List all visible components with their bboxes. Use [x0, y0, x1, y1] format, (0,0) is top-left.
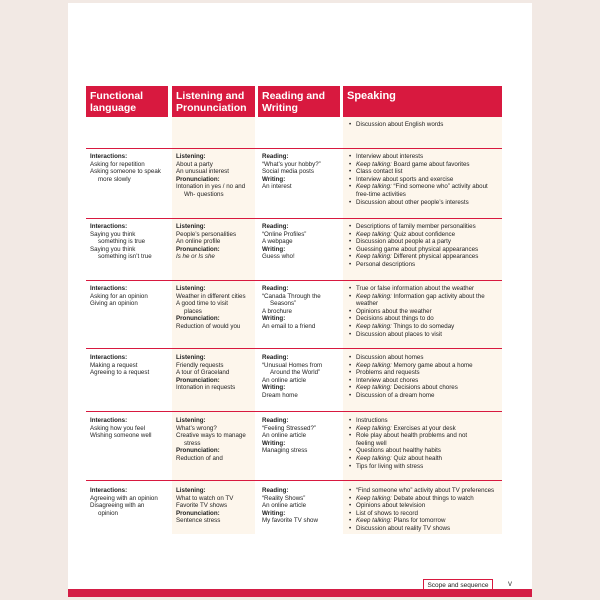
functional-cell	[90, 354, 170, 377]
cell-line: more slowly	[98, 175, 131, 183]
cell-line: What to watch on TV	[176, 494, 234, 502]
functional-cell	[90, 285, 170, 308]
speaking-item: • Discussion about reality TV shows	[349, 525, 501, 533]
cell-line: Intonation in requests	[176, 384, 236, 392]
speaking-item: • Questions about healthy habits	[349, 447, 501, 455]
cell-line: Asking how you feel	[90, 424, 146, 432]
speaking-item: • Problems and requests	[349, 369, 501, 377]
cell-line: A webpage	[262, 238, 293, 246]
speaking-item: • List of shows to record	[349, 510, 501, 518]
row-divider	[86, 348, 502, 349]
cell-line: People’s personalities	[176, 230, 237, 238]
cell-line: Intonation in yes / no and	[176, 183, 246, 191]
cell-line: Saying you think	[90, 230, 136, 238]
functional-cell	[90, 487, 170, 517]
speaking-cell	[349, 417, 501, 470]
cell-label: Reading:	[262, 487, 289, 494]
cell-line: Wishing someone well	[90, 432, 152, 440]
reading-cell	[262, 487, 342, 525]
cell-line: An email to a friend	[262, 322, 316, 330]
cell-label: Listening:	[176, 417, 206, 424]
speaking-item: • Instructions	[349, 417, 501, 425]
cell-label: Pronunciation:	[176, 245, 220, 253]
cell-label: Interactions:	[90, 223, 128, 230]
cell-label: Reading:	[262, 153, 289, 160]
cell-line: An unusual interest	[176, 168, 229, 176]
speaking-cell	[349, 487, 501, 533]
cell-line: A brochure	[262, 307, 292, 315]
speaking-item: • Keep talking: Plans for tomorrow	[349, 517, 501, 525]
cell-line: Asking for repetition	[90, 160, 145, 168]
cell-line: Disagreeing with an	[90, 502, 145, 510]
listening-cell	[176, 223, 256, 261]
listening-cell	[176, 417, 256, 463]
speaking-cell	[349, 285, 501, 338]
reading-cell	[262, 354, 342, 400]
cell-label: Listening:	[176, 223, 206, 230]
speaking-item: • Discussion about places to visit	[349, 331, 501, 339]
speaking-cell	[349, 153, 501, 206]
cell-label: Pronunciation:	[176, 376, 220, 384]
reading-cell	[262, 153, 342, 191]
speaking-item: • Keep talking: Quiz about health	[349, 455, 501, 463]
cell-line: Agreeing to a request	[90, 369, 150, 377]
speaking-item: • Tips for living with stress	[349, 463, 501, 471]
cell-line: Social media posts	[262, 168, 314, 176]
header-reading-writing: Reading and Writing	[258, 86, 340, 117]
speaking-item: • Interview about sports and exercise	[349, 176, 501, 184]
row-divider	[86, 480, 502, 481]
speaking-cell	[349, 223, 501, 269]
speaking-item: weather	[356, 300, 379, 308]
cell-line: About a party	[176, 160, 213, 168]
cell-label: Writing:	[262, 439, 286, 447]
speaking-item: • Decisions about things to do	[349, 315, 501, 323]
speaking-item: • Discussion about people at a party	[349, 238, 501, 246]
row-divider	[86, 148, 502, 149]
speaking-cell	[349, 354, 501, 400]
cell-line: Friendly requests	[176, 361, 224, 369]
row-divider	[86, 280, 502, 281]
cell-line: Agreeing with an opinion	[90, 494, 158, 502]
cell-line: Managing stress	[262, 447, 308, 455]
cell-line: “Feeling Stressed?”	[262, 424, 316, 432]
cell-line: Around the World”	[270, 369, 321, 377]
cell-line: opinion	[98, 509, 118, 517]
listening-cell	[176, 487, 256, 525]
speaking-item: • Opinions about the weather	[349, 308, 501, 316]
cell-line: stress	[184, 439, 201, 447]
cell-label: Writing:	[262, 509, 286, 517]
speaking-item: • Keep talking: “Find someone who” activity about	[349, 183, 501, 191]
cell-label: Interactions:	[90, 354, 128, 361]
cell-line: An online profile	[176, 238, 221, 246]
cell-line: Reduction of and	[176, 454, 223, 462]
speaking-item: • True or false information about the weather	[349, 285, 501, 293]
header-functional-language: Functional language	[86, 86, 168, 117]
cell-line: My favorite TV show	[262, 517, 318, 525]
cell-line: places	[184, 307, 202, 315]
row-divider	[86, 218, 502, 219]
bottom-accent-bar	[68, 589, 532, 597]
cell-label: Reading:	[262, 285, 289, 292]
cell-line: A tour of Graceland	[176, 369, 230, 377]
cell-label: Reading:	[262, 354, 289, 361]
speaking-item: • Keep talking: Decisions about chores	[349, 384, 501, 392]
speaking-item: • Discussion of a dream home	[349, 392, 501, 400]
cell-label: Reading:	[262, 417, 289, 424]
functional-cell	[90, 223, 170, 261]
header-speaking: Speaking	[343, 86, 502, 117]
cell-line: Creative ways to manage	[176, 432, 246, 440]
speaking-item: • Descriptions of family member personalities	[349, 223, 501, 231]
cell-line: Is he or Is she	[176, 253, 215, 261]
cell-line: An online article	[262, 432, 307, 440]
cell-line: Asking for an opinion	[90, 292, 148, 300]
cell-line: Giving an opinion	[90, 300, 138, 308]
cell-line: An online article	[262, 376, 307, 384]
speaking-item: • Keep talking: Quiz about confidence	[349, 231, 501, 239]
speaking-item: • Personal descriptions	[349, 261, 501, 269]
cell-line: Favorite TV shows	[176, 502, 228, 510]
cell-line: Sentence stress	[176, 517, 221, 525]
cell-line: An interest	[262, 183, 292, 191]
reading-cell	[262, 285, 342, 331]
speaking-item: • Keep talking: Things to do someday	[349, 323, 501, 331]
cell-line: “Reality Shows”	[262, 494, 306, 502]
speaking-item: • Discussion about English words	[349, 121, 499, 129]
cell-line: An online article	[262, 502, 307, 510]
cell-line: something isn’t true	[98, 253, 152, 261]
speaking-item: • Keep talking: Memory game about a home	[349, 362, 501, 370]
cell-label: Pronunciation:	[176, 175, 220, 183]
cell-line: Saying you think	[90, 245, 136, 253]
speaking-item: • Keep talking: Board game about favorites	[349, 161, 501, 169]
cell-line: Making a request	[90, 361, 138, 369]
reading-cell	[262, 417, 342, 455]
speaking-item: • “Find someone who” activity about TV preferences	[349, 487, 501, 495]
reading-cell	[262, 223, 342, 261]
speaking-item: • Class contact list	[349, 168, 501, 176]
cell-line: “Unusual Homes from	[262, 361, 323, 369]
functional-cell	[90, 417, 170, 440]
speaking-item: feeling well	[356, 439, 387, 447]
cell-label: Writing:	[262, 315, 286, 323]
speaking-item: • Discussion about other people’s interests	[349, 199, 501, 207]
cell-label: Listening:	[176, 285, 206, 292]
speaking-item: • Keep talking: Information gap activity about the	[349, 293, 501, 301]
cell-label: Interactions:	[90, 153, 128, 160]
cell-line: Wh- questions	[184, 190, 224, 198]
cell-label: Interactions:	[90, 285, 128, 292]
cell-line: Weather in different cities	[176, 292, 246, 300]
cell-label: Writing:	[262, 245, 286, 253]
cell-label: Pronunciation:	[176, 315, 220, 323]
cell-label: Listening:	[176, 487, 206, 494]
cell-label: Writing:	[262, 175, 286, 183]
cell-line: Asking someone to speak	[90, 168, 161, 176]
speaking-item: • Interview about interests	[349, 153, 501, 161]
header-listening-pronunciation: Listening and Pronunciation	[172, 86, 255, 117]
row-divider	[86, 411, 502, 412]
cell-label: Listening:	[176, 153, 206, 160]
cell-line: something is true	[98, 238, 146, 246]
cell-label: Listening:	[176, 354, 206, 361]
cell-line: “What’s your hobby?”	[262, 160, 321, 168]
cell-line: “Online Profiles”	[262, 230, 307, 238]
speaking-item: • Interview about chores	[349, 377, 501, 385]
cell-line: “Canada Through the	[262, 292, 321, 300]
cell-label: Writing:	[262, 384, 286, 392]
cell-label: Pronunciation:	[176, 447, 220, 455]
speaking-item: • Guessing game about physical appearances	[349, 246, 501, 254]
cell-line: Seasons”	[270, 300, 297, 308]
functional-cell	[90, 153, 170, 183]
intro-speaking-cell	[349, 121, 499, 129]
speaking-item: • Keep talking: Different physical appearances	[349, 253, 501, 261]
listening-cell	[176, 354, 256, 392]
speaking-item: • Opinions about television	[349, 502, 501, 510]
page-number: v	[508, 579, 512, 588]
footer-scope-label: Scope and sequence	[423, 579, 493, 592]
cell-label: Interactions:	[90, 417, 128, 424]
speaking-item: • Role play about health problems and not	[349, 432, 501, 440]
cell-line: A good time to visit	[176, 300, 228, 308]
speaking-item: • Keep talking: Debate about things to watch	[349, 495, 501, 503]
cell-line: Reduction of would you	[176, 322, 241, 330]
cell-label: Interactions:	[90, 487, 128, 494]
listening-cell	[176, 285, 256, 331]
speaking-item: • Keep talking: Exercises at your desk	[349, 425, 501, 433]
cell-label: Pronunciation:	[176, 509, 220, 517]
listening-cell	[176, 153, 256, 199]
cell-line: Dream home	[262, 391, 298, 399]
cell-label: Reading:	[262, 223, 289, 230]
cell-line: What’s wrong?	[176, 424, 217, 432]
speaking-item: • Discussion about homes	[349, 354, 501, 362]
speaking-item: free-time activities	[356, 190, 406, 198]
cell-line: Guess who!	[262, 253, 295, 261]
